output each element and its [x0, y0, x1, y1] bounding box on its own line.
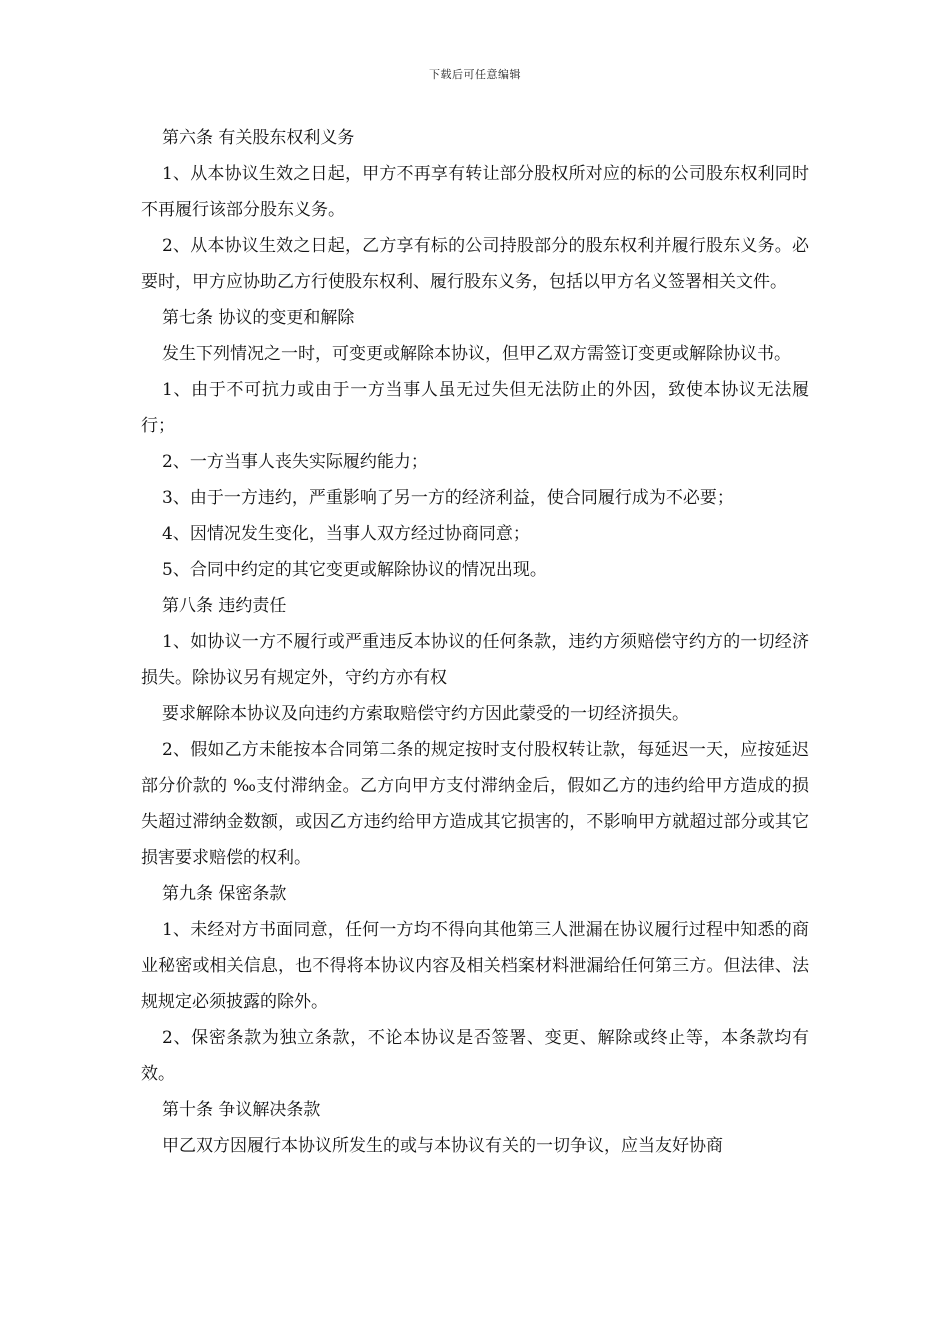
article-9-clause-1: 1、未经对方书面同意，任何一方均不得向其他第三人泄漏在协议履行过程中知悉的商业秘密或相关信息，也不得将本协议内容及相关档案材料泄漏给任何第三方。但法律、法规规定必须披露的除外。: [141, 920, 809, 1012]
article-8-clause-1: 1、如协议一方不履行或严重违反本协议的任何条款，违约方须赔偿守约方的一切经济损失。除协议另有规定外，守约方亦有权: [141, 632, 809, 688]
article-6-heading: 第六条 有关股东权利义务: [162, 128, 355, 148]
article-7-clause-5: 5、合同中约定的其它变更或解除协议的情况出现。: [162, 560, 547, 580]
article-8-heading: 第八条 违约责任: [162, 596, 287, 616]
article-10-heading: 第十条 争议解决条款: [162, 1100, 321, 1120]
article-7-clause-1: 1、由于不可抗力或由于一方当事人虽无过失但无法防止的外因，致使本协议无法履行；: [141, 380, 809, 436]
article-7-intro: 发生下列情况之一时，可变更或解除本协议，但甲乙双方需签订变更或解除协议书。: [162, 344, 791, 364]
article-7-clause-4: 4、因情况发生变化，当事人双方经过协商同意；: [162, 524, 530, 544]
article-6-clause-2: 2、从本协议生效之日起，乙方享有标的公司持股部分的股东权利并履行股东义务。必要时，甲方应协助乙方行使股东权利、履行股东义务，包括以甲方名义签署相关文件。: [141, 236, 809, 292]
page-header-note: 下载后可任意编辑: [429, 68, 521, 81]
article-8-clause-1-cont: 要求解除本协议及向违约方索取赔偿守约方因此蒙受的一切经济损失。: [162, 704, 689, 724]
article-6-clause-1: 1、从本协议生效之日起，甲方不再享有转让部分股权所对应的标的公司股东权利同时不再履行该部分股东义务。: [141, 164, 809, 220]
article-9-heading: 第九条 保密条款: [162, 884, 287, 904]
article-7-heading: 第七条 协议的变更和解除: [162, 308, 355, 328]
document-body: [141, 120, 809, 1164]
article-10-clause: 甲乙双方因履行本协议所发生的或与本协议有关的一切争议，应当友好协商: [162, 1136, 723, 1156]
article-7-clause-3: 3、由于一方违约，严重影响了另一方的经济利益，使合同履行成为不必要；: [162, 488, 734, 508]
article-7-clause-2: 2、一方当事人丧失实际履约能力；: [162, 452, 428, 472]
article-9-clause-2: 2、保密条款为独立条款，不论本协议是否签署、变更、解除或终止等，本条款均有效。: [141, 1028, 809, 1084]
article-8-clause-2: 2、假如乙方未能按本合同第二条的规定按时支付股权转让款，每延迟一天，应按延迟部分价款的 ‰支付滞纳金。乙方向甲方支付滞纳金后，假如乙方的违约给甲方造成的损失超过滞纳金数额，或因乙方违约给甲方造成其它损害的，不影响甲方就超过部分或其它损害要求赔偿的权利。: [141, 740, 809, 868]
